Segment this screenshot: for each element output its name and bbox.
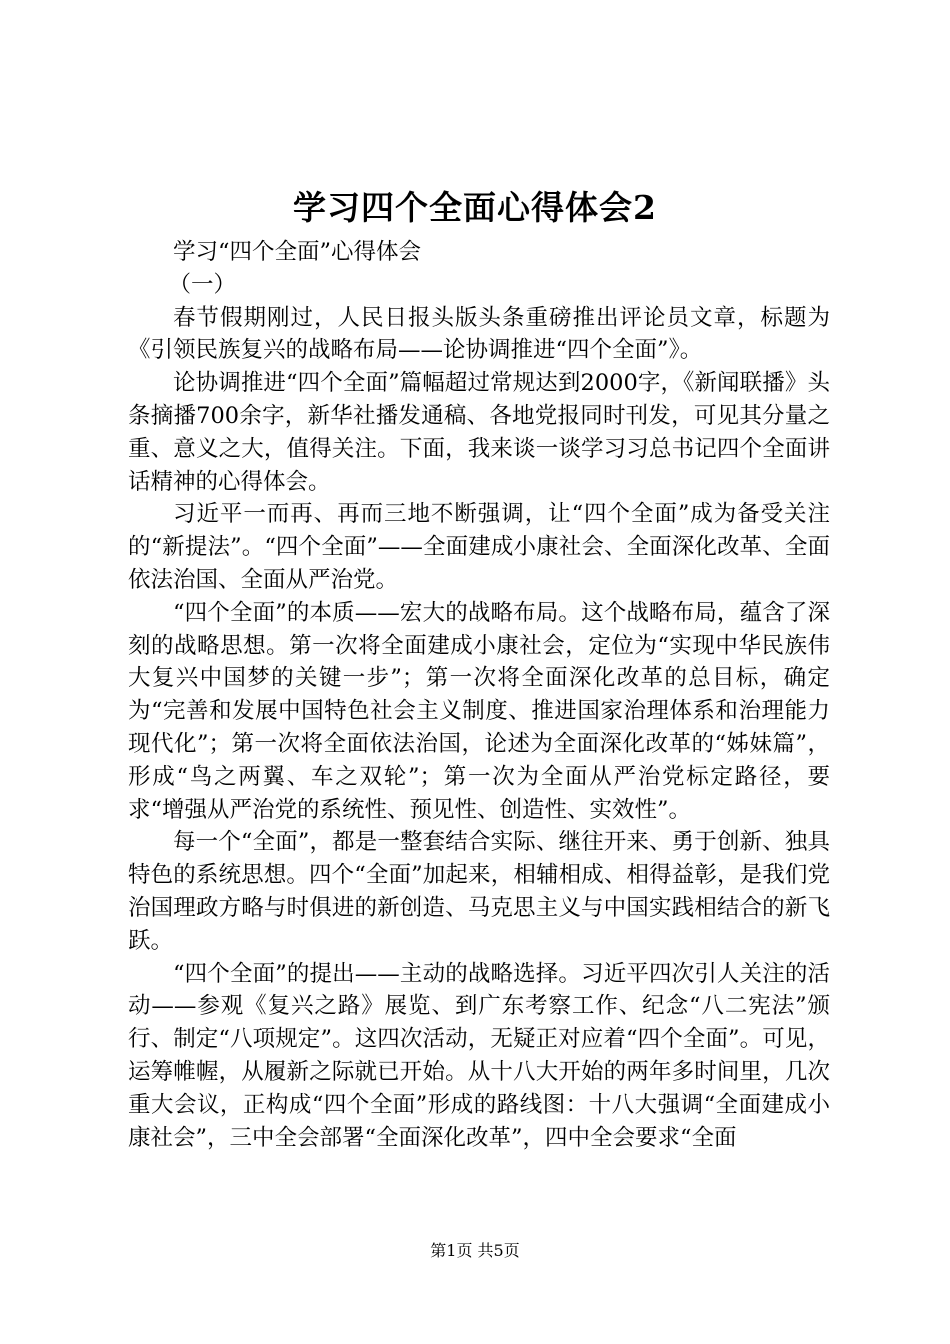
paragraph: “四个全面”的提出——主动的战略选择。习近平四次引人关注的活动——参观《复兴之路》展览、到广东考察工作、纪念“八二宪法”颁行、制定“八项规定”。这四次活动，无疑正对应着“四个全面”。可见，运筹帷幄，从履新之际就已开始。从十八大开始的两年多时间里，几次重大会议，正构成“四个全面”形成的路线图：十八大强调“全面建成小康社会”，三中全会部署“全面深化改革”，四中全会要求“全面: [128, 960, 830, 1151]
paragraph: 每一个“全面”，都是一整套结合实际、继往开来、勇于创新、独具特色的系统思想。四个“全面”加起来，相辅相成、相得益彰，是我们党治国理政方略与时俱进的新创造、马克思主义与中国实践相结合的新飞跃。: [128, 829, 830, 954]
document-title: 学习四个全面心得体会2: [293, 188, 657, 227]
paragraph: 习近平一而再、再而三地不断强调，让“四个全面”成为备受关注的“新提法”。“四个全面”——全面建成小康社会、全面深化改革、全面依法治国、全面从严治党。: [128, 501, 830, 593]
paragraph: “四个全面”的本质——宏大的战略布局。这个战略布局，蕴含了深刻的战略思想。第一次将全面建成小康社会，定位为“实现中华民族伟大复兴中国梦的关键一步”；第一次将全面深化改革的总目标，确定为“完善和发展中国特色社会主义制度、推进国家治理体系和治理能力现代化”；第一次将全面依法治国，论述为全面深化改革的“姊妹篇”，形成“鸟之两翼、车之双轮”；第一次为全面从严治党标定路径，要求“增强从严治党的系统性、预见性、创造性、实效性”。: [128, 599, 830, 823]
document-body: [128, 236, 830, 1154]
document-subtitle: 学习“四个全面”心得体会: [173, 239, 422, 265]
paragraph: 春节假期刚过，人民日报头版头条重磅推出评论员文章，标题为《引领民族复兴的战略布局——论协调推进“四个全面”》。: [128, 304, 830, 364]
paragraph: 论协调推进“四个全面”篇幅超过常规达到2000字，《新闻联播》头条摘播700余字，新华社播发通稿、各地党报同时刊发，可见其分量之重、意义之大，值得关注。下面，我来谈一谈学习习总书记四个全面讲话精神的心得体会。: [128, 370, 830, 495]
page-footer: 第1页 共5页: [430, 1241, 520, 1260]
section-number: （一）: [168, 271, 237, 298]
